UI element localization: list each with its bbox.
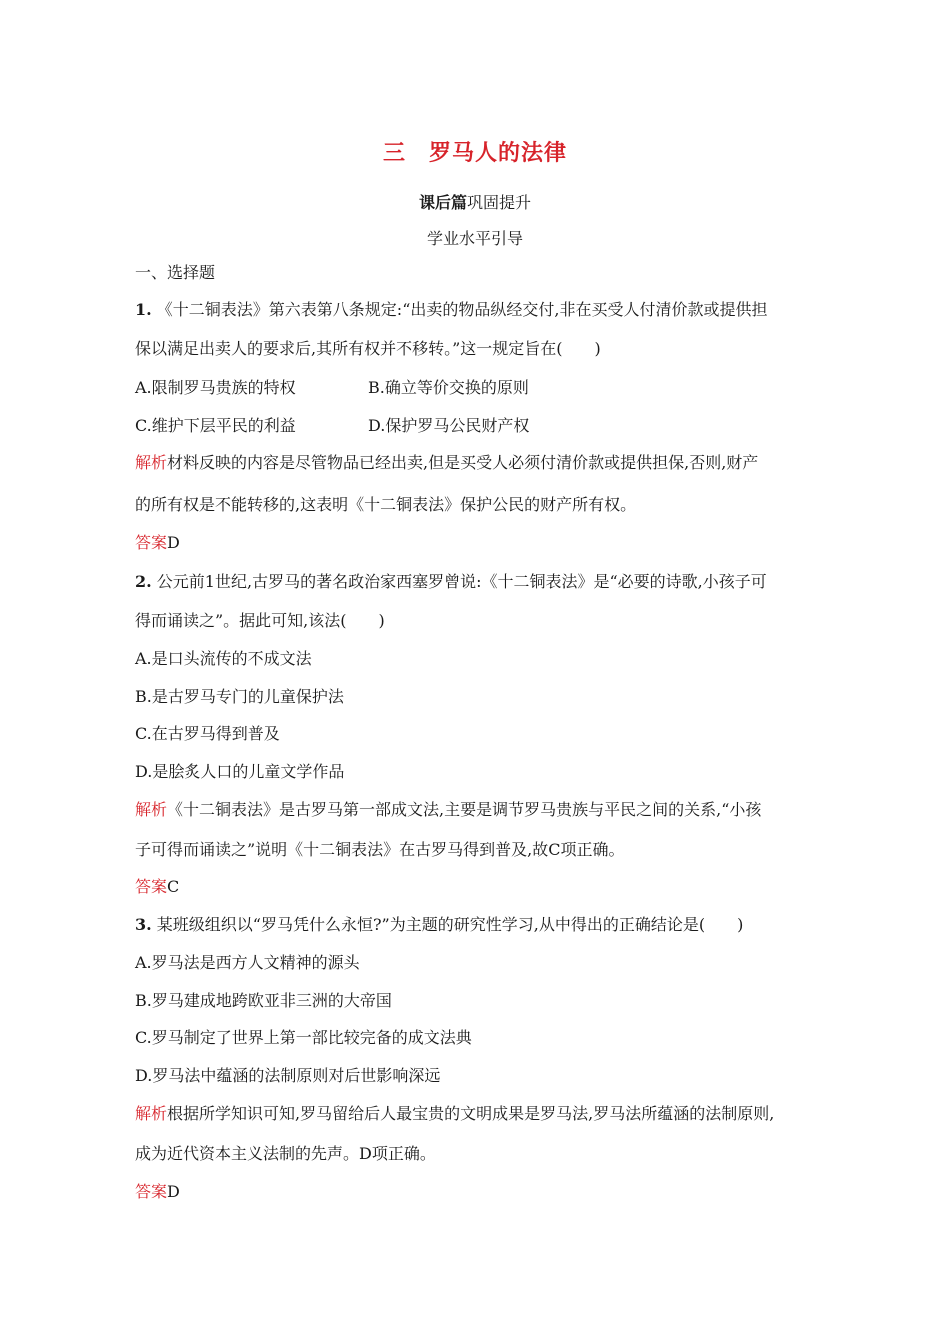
question-3-option-b: B.罗马建成地跨欧亚非三洲的大帝国 bbox=[135, 991, 392, 1010]
question-2-option-b: B.是古罗马专门的儿童保护法 bbox=[135, 687, 344, 706]
question-1-option-d: D.保护罗马公民财产权 bbox=[368, 416, 530, 435]
question-1-line-2: 保以满足出卖人的要求后,其所有权并不移转。”这一规定旨在( ) bbox=[135, 339, 601, 358]
answer-label: 答案 bbox=[135, 533, 168, 552]
question-1-analysis-line-2: 的所有权是不能转移的,这表明《十二铜表法》保护公民的财产所有权。 bbox=[135, 495, 637, 514]
section-heading: 一、选择题 bbox=[135, 263, 216, 282]
question-1-option-c: C.维护下层平民的利益 bbox=[135, 416, 296, 435]
question-3-number: 3. bbox=[135, 915, 152, 934]
question-2-line-2: 得而诵读之”。据此可知,该法( ) bbox=[135, 611, 385, 630]
question-3-analysis-line-1: 解析根据所学知识可知,罗马留给后人最宝贵的文明成果是罗马法,罗马法所蕴涵的法制原则, bbox=[135, 1104, 775, 1123]
question-2-analysis-line-1: 解析《十二铜表法》是古罗马第一部成文法,主要是调节罗马贵族与平民之间的关系,“小孩 bbox=[135, 800, 762, 819]
question-1-option-b: B.确立等价交换的原则 bbox=[368, 378, 529, 397]
question-2-option-c: C.在古罗马得到普及 bbox=[135, 724, 280, 743]
question-3-option-a: A.罗马法是西方人文精神的源头 bbox=[135, 953, 360, 972]
analysis-label: 解析 bbox=[135, 1104, 168, 1123]
subtitle bbox=[0, 190, 950, 213]
question-2-option-a: A.是口头流传的不成文法 bbox=[135, 649, 312, 668]
question-1-number: 1. bbox=[135, 300, 152, 319]
question-1-answer: 答案D bbox=[135, 533, 180, 552]
question-2-option-d: D.是脍炙人口的儿童文学作品 bbox=[135, 762, 345, 781]
analysis-label: 解析 bbox=[135, 453, 168, 472]
question-3-option-d: D.罗马法中蕴涵的法制原则对后世影响深远 bbox=[135, 1066, 441, 1085]
question-1-line-1: 1. 《十二铜表法》第六表第八条规定:“出卖的物品纵经交付,非在买受人付清价款或提供担 bbox=[135, 300, 768, 319]
answer-label: 答案 bbox=[135, 1182, 168, 1201]
page-title: 三 罗马人的法律 bbox=[382, 141, 567, 166]
question-2-line-1: 2. 公元前1世纪,古罗马的著名政治家西塞罗曾说:《十二铜表法》是“必要的诗歌,小孩子可 bbox=[135, 572, 767, 591]
question-2-answer: 答案C bbox=[135, 877, 180, 896]
question-3-line-1: 3. 某班级组织以“罗马凭什么永恒?”为主题的研究性学习,从中得出的正确结论是( ) bbox=[135, 915, 744, 934]
question-1-option-a: A.限制罗马贵族的特权 bbox=[135, 378, 296, 397]
analysis-label: 解析 bbox=[135, 800, 168, 819]
subtitle-bold: 课后篇 bbox=[418, 193, 467, 212]
question-3-option-c: C.罗马制定了世界上第一部比较完备的成文法典 bbox=[135, 1028, 472, 1047]
level-heading: 学业水平引导 bbox=[426, 229, 523, 248]
question-2-number: 2. bbox=[135, 572, 152, 591]
subtitle-rest: 巩固提升 bbox=[467, 193, 532, 212]
question-3-answer: 答案D bbox=[135, 1182, 180, 1201]
question-1-analysis-line-1: 解析材料反映的内容是尽管物品已经出卖,但是买受人必须付清价款或提供担保,否则,财产 bbox=[135, 453, 759, 472]
question-2-analysis-line-2: 子可得而诵读之”说明《十二铜表法》在古罗马得到普及,故C项正确。 bbox=[135, 840, 625, 859]
answer-label: 答案 bbox=[135, 877, 168, 896]
question-3-analysis-line-2: 成为近代资本主义法制的先声。D项正确。 bbox=[135, 1144, 436, 1163]
